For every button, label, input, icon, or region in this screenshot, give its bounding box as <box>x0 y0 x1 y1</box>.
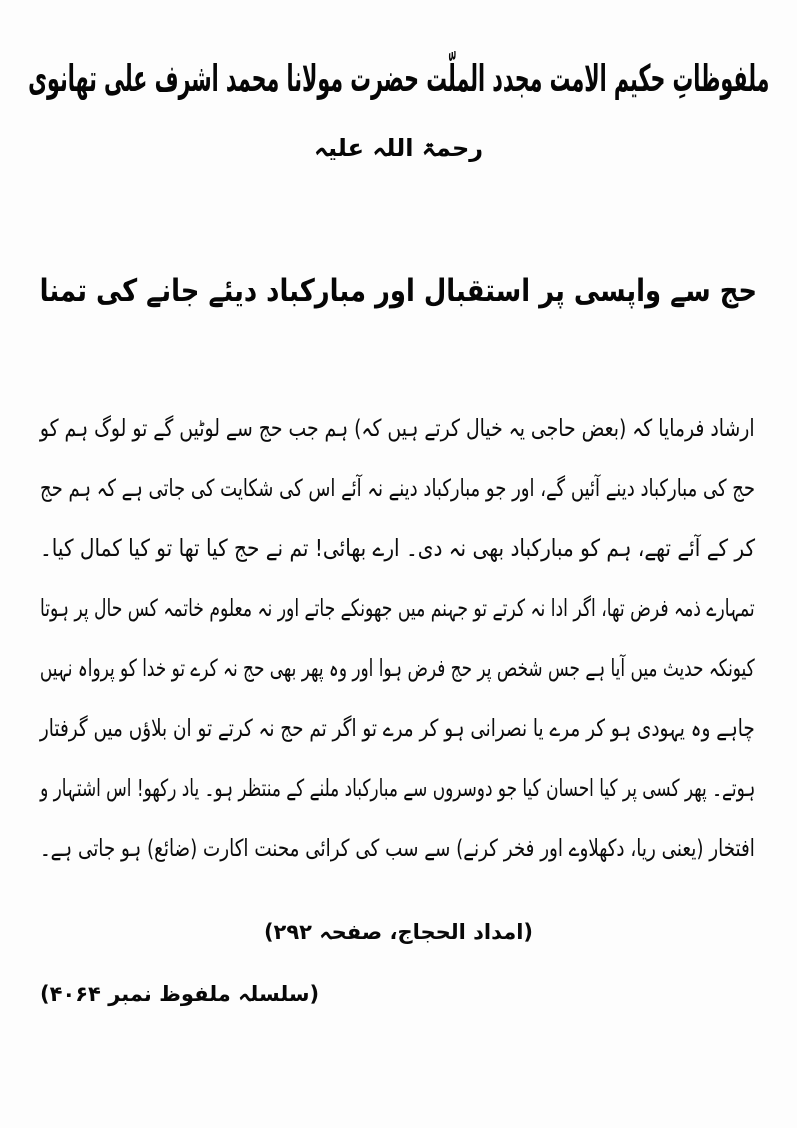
body-line: کیونکہ حدیث میں آیا ہے جس شخص پر حج فرض ہوا اور وہ پھر بھی حج نہ کرے تو خدا کو پرواہ نہیں <box>40 654 755 682</box>
body-line: تمہارے ذمہ فرض تھا، اگر ادا نہ کرتے تو جہنم میں جھونکے جاتے اور نہ معلوم خاتمہ کس حال پر ہوتا <box>40 594 755 622</box>
body-line: ارشاد فرمایا کہ (بعض حاجی یہ خیال کرتے ہیں کہ) ہم جب حج سے لوٹیں گے تو لوگ ہم کو <box>40 414 755 442</box>
citation-series-number: (سلسلہ ملفوظ نمبر ۴۰۶۴) <box>40 982 320 1006</box>
document-title: ملفوظاتِ حکیم الامت مجدد الملّت حضرت مولانا محمد اشرف علی تھانوی <box>27 57 769 100</box>
body-line: چاہے وہ یہودی ہو کر مرے یا نصرانی ہو کر مرے تو اگر تم حج نہ کرتے تو ان بلاؤں میں گرفتار <box>40 714 755 742</box>
body-line: حج کی مبارکباد دینے آئیں گے، اور جو مبارکباد دینے نہ آئے اس کی شکایت کی جاتی ہے کہ ہم حج <box>40 474 755 502</box>
honorific-line: رحمۃ اللہ علیہ <box>313 133 484 162</box>
body-line: افتخار (یعنی ریا، دکھلاوے اور فخر کرنے) سے سب کی کرائی محنت اکارت (ضائع) ہو جاتی ہے۔ <box>40 834 755 862</box>
body-text <box>40 398 755 878</box>
citation-source: (امداد الحجاج، صفحہ ۲۹۲) <box>263 920 534 944</box>
body-line: ہوتے۔ پھر کسی پر کیا احسان کیا جو دوسروں سے مبارکباد ملنے کے منتظر ہو۔ یاد رکھو! اس اشتہار و <box>39 774 755 802</box>
body-line: کر کے آئے تھے، ہم کو مبارکباد بھی نہ دی۔ ارے بھائی! تم نے حج کیا تھا تو کیا کمال کیا۔ <box>40 534 755 562</box>
section-heading: حج سے واپسی پر استقبال اور مبارکباد دیئے جانے کی تمنا <box>39 273 757 309</box>
masthead <box>28 52 769 165</box>
